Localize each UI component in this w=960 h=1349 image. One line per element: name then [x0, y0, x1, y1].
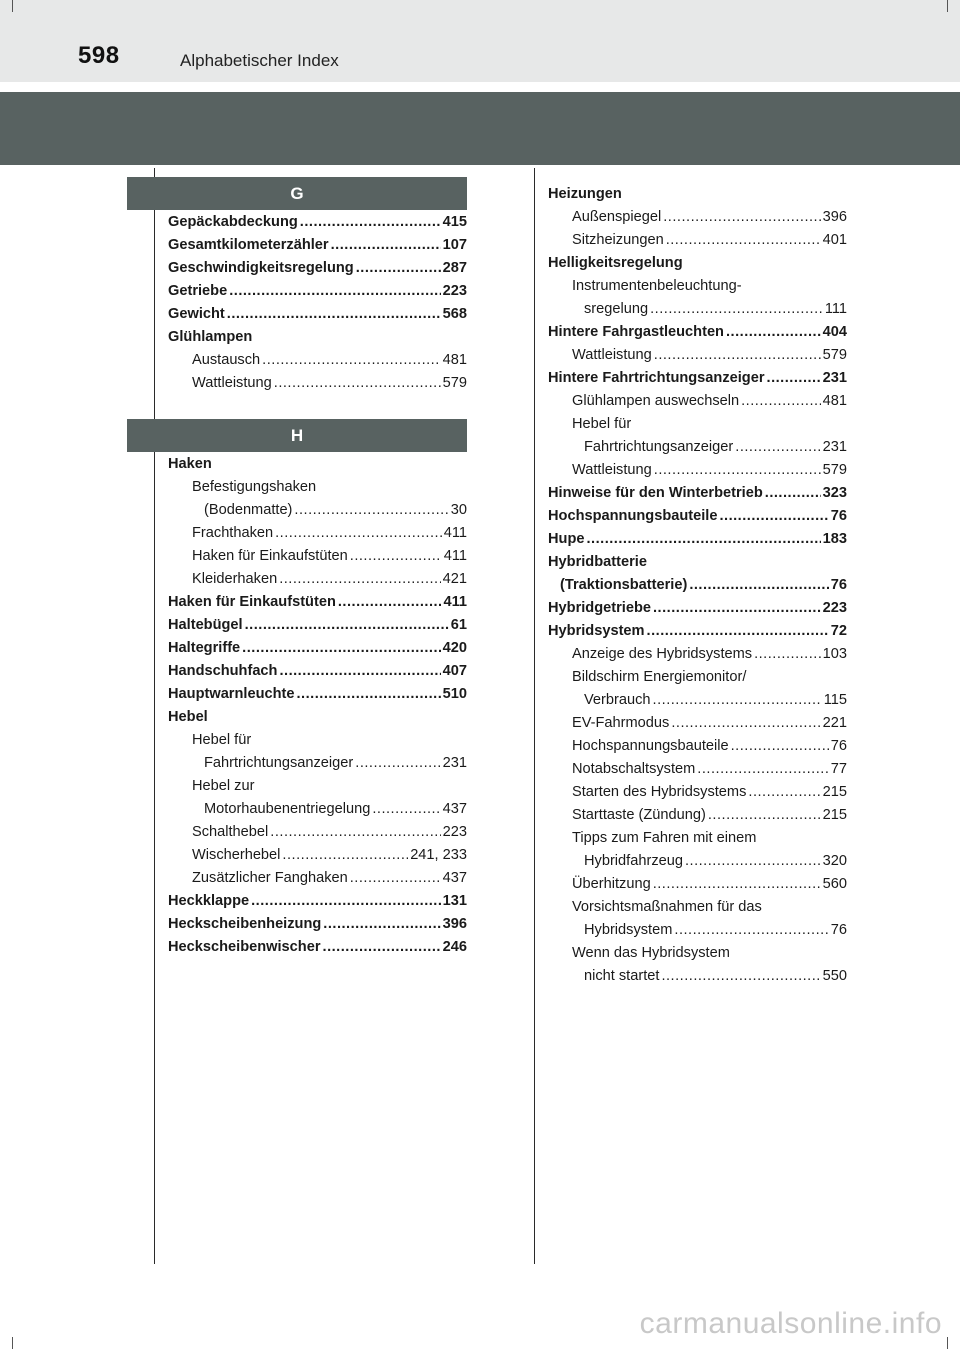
index-entry — [168, 660, 467, 683]
leader-dots — [279, 568, 440, 591]
index-entry-label: Befestigungshaken — [192, 479, 317, 495]
index-entry-label: Geschwindigkeitsregelung — [168, 260, 354, 276]
leader-dots — [653, 689, 822, 712]
index-entry-label: Instrumentenbeleuchtung- — [572, 278, 742, 294]
index-entry-page: 560 — [822, 876, 847, 892]
leader-dots — [671, 712, 820, 735]
crop-mark — [0, 1337, 13, 1349]
index-entry — [168, 729, 467, 752]
leader-dots — [294, 499, 448, 522]
index-entry-page: 231 — [822, 439, 847, 455]
index-entry-page: 437 — [442, 870, 467, 886]
index-entry — [548, 390, 847, 413]
index-entry-page: 215 — [822, 784, 847, 800]
index-entry-label: Glühlampen auswechseln — [572, 393, 740, 409]
index-entry — [548, 873, 847, 896]
index-entry — [168, 890, 467, 913]
index-entry — [168, 476, 467, 499]
index-entry-page: 77 — [830, 761, 847, 777]
index-entry-page: 76 — [830, 922, 847, 938]
index-entry-label: Anzeige des Hybridsystems — [572, 646, 753, 662]
leader-dots — [350, 867, 441, 890]
section-header-g: G — [127, 177, 467, 210]
leader-dots — [767, 367, 821, 390]
index-entry — [548, 229, 847, 252]
index-entry — [548, 459, 847, 482]
index-entry-label: Getriebe — [168, 283, 228, 299]
index-entry-label: Hupe — [548, 531, 585, 547]
leader-dots — [754, 643, 821, 666]
index-entry — [548, 942, 847, 965]
index-entry-label: Wattleistung — [192, 375, 272, 391]
index-entry-page: 115 — [823, 692, 847, 708]
index-entry — [168, 372, 467, 395]
index-entry-page: 241, 233 — [410, 847, 467, 863]
index-entry-label: Heizungen — [548, 186, 622, 202]
leader-dots — [666, 229, 821, 252]
index-entry-page: 183 — [822, 531, 847, 547]
index-entry — [548, 528, 847, 551]
index-entry — [548, 850, 847, 873]
crop-mark — [0, 0, 13, 12]
index-entry — [548, 298, 847, 321]
leader-dots — [300, 211, 441, 234]
index-entry — [548, 919, 847, 942]
index-entry-page: 221 — [822, 715, 847, 731]
index-entry-label: Zusätzlicher Fanghaken — [192, 870, 348, 886]
index-entry-page: 411 — [443, 594, 467, 610]
index-entry-page: 401 — [822, 232, 847, 248]
index-entry-label: Hebel für — [572, 416, 632, 432]
index-entry-page: 421 — [442, 571, 467, 587]
index-entry — [548, 436, 847, 459]
index-entry — [168, 326, 467, 349]
index-entry-page: 223 — [822, 600, 847, 616]
index-entry-label: Hebel für — [192, 732, 252, 748]
index-entry-page: 481 — [822, 393, 847, 409]
index-column-left — [154, 168, 467, 1264]
index-entry-label: Austausch — [192, 352, 261, 368]
leader-dots — [697, 758, 828, 781]
index-entry-page: 287 — [442, 260, 467, 276]
index-entry-page: 579 — [442, 375, 467, 391]
index-column-right — [534, 168, 847, 1264]
index-entry-label: Hintere Fahrtrichtungsanzeiger — [548, 370, 765, 386]
index-entry — [548, 252, 847, 275]
index-entry — [168, 303, 467, 326]
index-entry-label: Wenn das Hybridsystem — [572, 945, 730, 961]
index-entry — [168, 211, 467, 234]
index-entry-page: 437 — [442, 801, 467, 817]
footer-watermark: carmanualsonline.info — [639, 1307, 942, 1340]
index-entry — [548, 827, 847, 850]
index-entry-label: Hybridfahrzeug — [584, 853, 683, 869]
leader-dots — [229, 280, 440, 303]
index-entry — [168, 614, 467, 637]
index-entry-page: 411 — [443, 548, 467, 564]
index-entry-label: Haken — [168, 456, 212, 472]
leader-dots — [765, 482, 821, 505]
leader-dots — [338, 591, 442, 614]
leader-dots — [708, 804, 821, 827]
index-entry-page: 510 — [442, 686, 467, 702]
index-entry — [168, 234, 467, 257]
index-entry-label: Hochspannungsbauteile — [548, 508, 718, 524]
index-entry-label: Hinweise für den Winterbetrieb — [548, 485, 763, 501]
leader-dots — [661, 965, 820, 988]
leader-dots — [735, 436, 820, 459]
index-entry — [548, 965, 847, 988]
index-entry-label: (Bodenmatte) — [204, 502, 293, 518]
leader-dots — [323, 936, 441, 959]
leader-dots — [586, 528, 820, 551]
index-entry-label: Hybridsystem — [584, 922, 673, 938]
index-entry — [548, 275, 847, 298]
index-entry-page: 320 — [822, 853, 847, 869]
index-entry — [548, 758, 847, 781]
index-entry — [168, 844, 467, 867]
leader-dots — [355, 752, 440, 775]
leader-dots — [726, 321, 821, 344]
index-entry-label: Fahrtrichtungsanzeiger — [584, 439, 734, 455]
leader-dots — [674, 919, 828, 942]
index-entry-label: Gepäckabdeckung — [168, 214, 298, 230]
index-entry-page: 404 — [822, 324, 847, 340]
index-entry — [168, 752, 467, 775]
index-entry — [168, 257, 467, 280]
index-entry-page: 107 — [442, 237, 467, 253]
index-entry-page: 76 — [830, 508, 847, 524]
index-entry-page: 111 — [824, 301, 847, 317]
index-entry-page: 323 — [822, 485, 847, 501]
index-entry-label: Notabschaltsystem — [572, 761, 696, 777]
index-entry-label: Motorhaubenentriegelung — [204, 801, 371, 817]
index-entry-label: (Traktionsbatterie) — [560, 577, 688, 593]
index-entry-label: Starten des Hybridsystems — [572, 784, 747, 800]
index-entry-label: Hybridgetriebe — [548, 600, 651, 616]
index-entry — [168, 775, 467, 798]
index-entry — [168, 913, 467, 936]
leader-dots — [647, 620, 829, 643]
leader-dots — [245, 614, 449, 637]
index-entry — [168, 453, 467, 476]
index-entry — [548, 689, 847, 712]
index-entry-page: 550 — [822, 968, 847, 984]
leader-dots — [331, 234, 441, 257]
index-entry-label: Bildschirm Energiemonitor/ — [572, 669, 747, 685]
index-entry — [168, 349, 467, 372]
index-entry-label: Hebel zur — [192, 778, 255, 794]
index-entry-label: Haken für Einkaufstüten — [168, 594, 336, 610]
index-entry — [168, 867, 467, 890]
leader-dots — [227, 303, 441, 326]
index-entry-label: Fahrtrichtungsanzeiger — [204, 755, 354, 771]
index-entry-label: Helligkeitsregelung — [548, 255, 683, 271]
page-number: 598 — [78, 42, 120, 69]
index-entry-label: Handschuhfach — [168, 663, 278, 679]
leader-dots — [689, 574, 828, 597]
index-entry-page: 415 — [442, 214, 467, 230]
index-entry — [548, 712, 847, 735]
index-entry-label: Haltegriffe — [168, 640, 241, 656]
index-entry — [548, 206, 847, 229]
index-entry — [548, 781, 847, 804]
crop-mark — [947, 0, 960, 12]
index-entry-label: Tipps zum Fahren mit einem — [572, 830, 757, 846]
index-entry — [168, 499, 467, 522]
index-entry-page: 579 — [822, 347, 847, 363]
index-entry — [168, 280, 467, 303]
leader-dots — [719, 505, 828, 528]
index-entry-label: Vorsichtsmaßnahmen für das — [572, 899, 762, 915]
leader-dots — [356, 257, 441, 280]
index-entry-page: 76 — [830, 738, 847, 754]
index-entry-label: sregelung — [584, 301, 649, 317]
index-entry-page: 30 — [450, 502, 467, 518]
index-entry — [548, 574, 847, 597]
index-entry-label: Starttaste (Zündung) — [572, 807, 706, 823]
index-entry — [548, 597, 847, 620]
index-entry-label: Haltebügel — [168, 617, 243, 633]
index-entry — [168, 545, 467, 568]
index-entry-label: Sitzheizungen — [572, 232, 664, 248]
index-entry — [548, 367, 847, 390]
index-entry-label: EV-Fahrmodus — [572, 715, 670, 731]
crop-mark — [947, 1337, 960, 1349]
index-entry-page: 396 — [822, 209, 847, 225]
index-entry-page: 223 — [442, 283, 467, 299]
index-entry-label: Gesamtkilometerzähler — [168, 237, 329, 253]
leader-dots — [741, 390, 821, 413]
index-entry-label: Frachthaken — [192, 525, 274, 541]
index-entry-label: Hybridsystem — [548, 623, 645, 639]
index-entry-page: 246 — [442, 939, 467, 955]
header-band — [0, 0, 960, 82]
index-entry-label: Wischerhebel — [192, 847, 281, 863]
index-entry — [548, 482, 847, 505]
index-entry — [168, 683, 467, 706]
index-entry — [548, 344, 847, 367]
index-entry — [168, 798, 467, 821]
index-entry-label: Schalthebel — [192, 824, 269, 840]
index-entry-page: 568 — [442, 306, 467, 322]
index-entry-page: 103 — [822, 646, 847, 662]
index-entry-page: 411 — [443, 525, 467, 541]
leader-dots — [663, 206, 820, 229]
section-h-continued-entries — [548, 183, 847, 988]
index-entry-label: Heckscheibenheizung — [168, 916, 322, 932]
section-g-entries — [168, 211, 467, 395]
index-entry-page: 420 — [442, 640, 467, 656]
leader-dots — [262, 349, 440, 372]
index-entry — [548, 183, 847, 206]
index-entry-page: 223 — [442, 824, 467, 840]
section-header-h: H — [127, 419, 467, 452]
index-entry-label: Hebel — [168, 709, 208, 725]
index-entry-page: 61 — [450, 617, 467, 633]
leader-dots — [274, 372, 441, 395]
index-entry — [548, 735, 847, 758]
index-entry — [548, 505, 847, 528]
leader-dots — [654, 459, 821, 482]
index-entry — [168, 568, 467, 591]
leader-dots — [685, 850, 821, 873]
index-entry-label: Haken für Einkaufstüten — [192, 548, 348, 564]
index-entry-label: Heckscheibenwischer — [168, 939, 321, 955]
chapter-band — [0, 92, 960, 165]
leader-dots — [748, 781, 820, 804]
index-entry — [548, 666, 847, 689]
index-entry-page: 579 — [822, 462, 847, 478]
page-title: Alphabetischer Index — [180, 51, 339, 70]
leader-dots — [297, 683, 441, 706]
index-entry-page: 231 — [442, 755, 467, 771]
index-entry — [168, 706, 467, 729]
index-entry-page: 76 — [830, 577, 847, 593]
index-entry — [548, 896, 847, 919]
index-entry-label: Kleiderhaken — [192, 571, 278, 587]
index-entry — [548, 643, 847, 666]
index-entry-label: Hintere Fahrgastleuchten — [548, 324, 724, 340]
leader-dots — [653, 873, 821, 896]
leader-dots — [350, 545, 442, 568]
index-entry — [548, 551, 847, 574]
index-entry — [168, 637, 467, 660]
leader-dots — [323, 913, 440, 936]
index-entry — [548, 413, 847, 436]
index-entry — [168, 522, 467, 545]
index-entry-page: 407 — [442, 663, 467, 679]
index-entry — [548, 321, 847, 344]
index-entry — [168, 936, 467, 959]
leader-dots — [650, 298, 823, 321]
index-entry — [548, 804, 847, 827]
leader-dots — [282, 844, 408, 867]
index-entry — [548, 620, 847, 643]
index-entry-label: Verbrauch — [584, 692, 651, 708]
index-entry-label: Glühlampen — [168, 329, 253, 345]
leader-dots — [372, 798, 440, 821]
index-entry-label: Überhitzung — [572, 876, 651, 892]
index-entry-page: 481 — [442, 352, 467, 368]
index-entry-label: Hauptwarnleuchte — [168, 686, 295, 702]
index-entry-label: Hybridbatterie — [548, 554, 647, 570]
index-entry-page: 396 — [442, 916, 467, 932]
index-entry-page: 72 — [830, 623, 847, 639]
index-entry — [168, 821, 467, 844]
index-entry-label: Heckklappe — [168, 893, 250, 909]
index-entry-page: 231 — [822, 370, 847, 386]
index-entry-label: nicht startet — [584, 968, 660, 984]
index-entry-label: Wattleistung — [572, 462, 652, 478]
index-entry-page: 131 — [442, 893, 467, 909]
section-h-entries — [168, 453, 467, 959]
leader-dots — [275, 522, 442, 545]
leader-dots — [242, 637, 440, 660]
leader-dots — [653, 597, 821, 620]
leader-dots — [654, 344, 821, 367]
leader-dots — [251, 890, 441, 913]
index-entry-label: Außenspiegel — [572, 209, 662, 225]
index-entry-label: Wattleistung — [572, 347, 652, 363]
leader-dots — [279, 660, 440, 683]
leader-dots — [270, 821, 440, 844]
index-entry-label: Hochspannungsbauteile — [572, 738, 729, 754]
index-entry-page: 215 — [822, 807, 847, 823]
index-entry — [168, 591, 467, 614]
index-entry-label: Gewicht — [168, 306, 225, 322]
leader-dots — [731, 735, 829, 758]
